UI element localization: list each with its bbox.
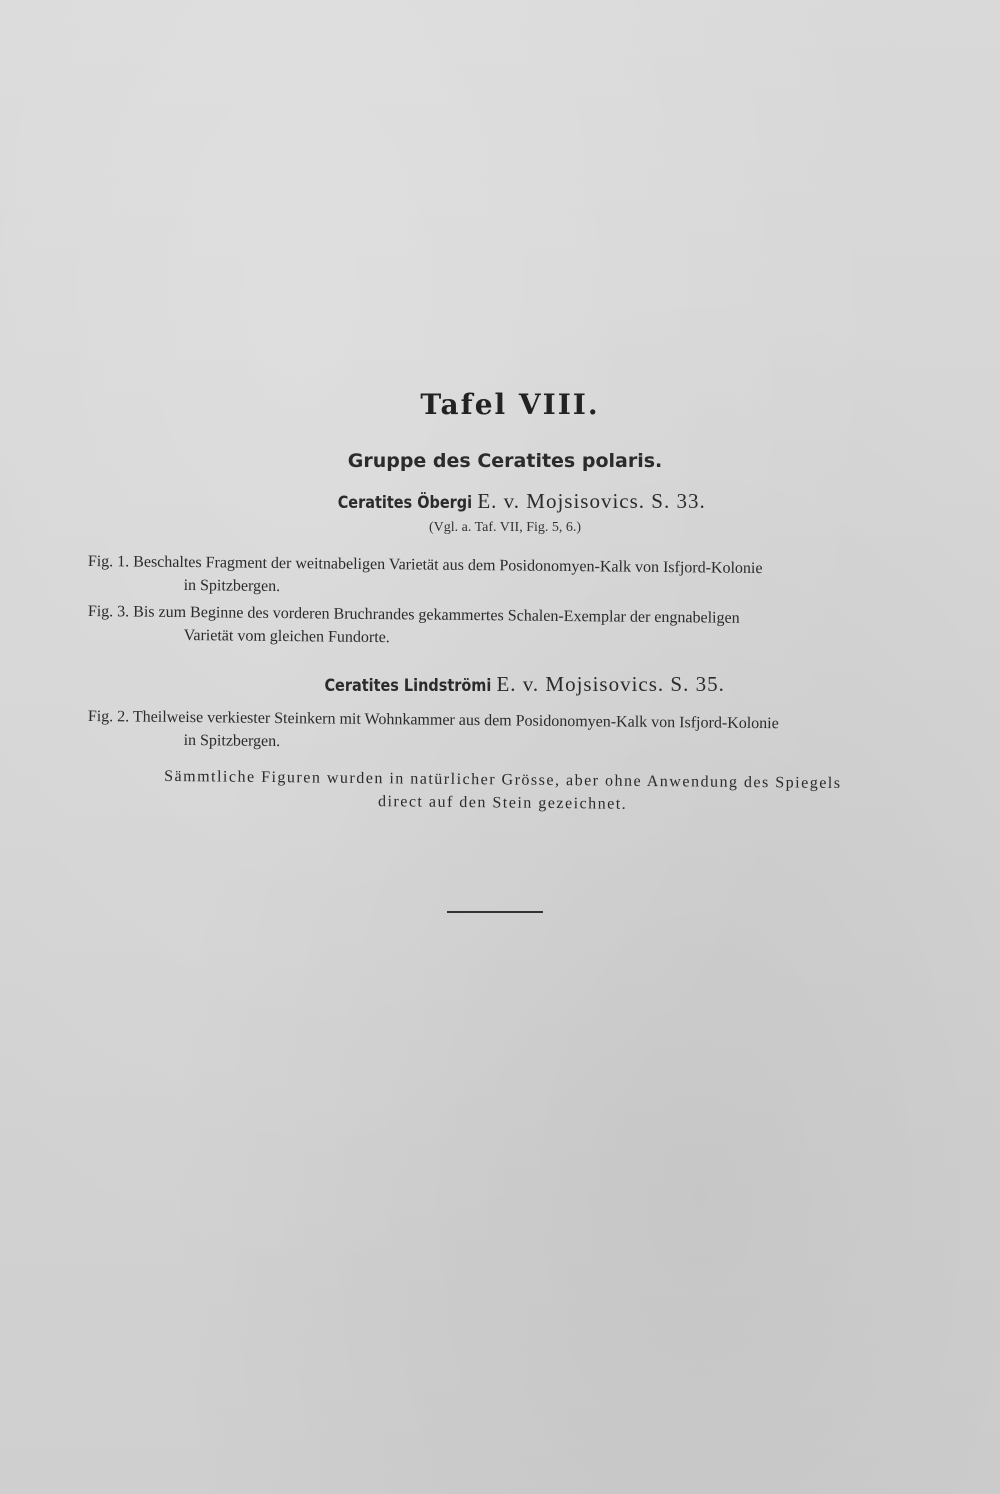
species-heading-lindstroemi [0, 672, 1000, 697]
species-name: Ceratites Öbergi [337, 493, 473, 513]
section-divider-rule [447, 911, 543, 913]
species-author: E. v. Mojsisovics. S. 33. [477, 489, 706, 513]
plate-title: Tafel VIII. [420, 388, 600, 421]
figure-caption-fig-2 [88, 705, 918, 760]
species-heading-oebergi [0, 489, 1000, 514]
group-title: Gruppe des Ceratites polaris. [347, 450, 663, 472]
figure-caption-fig-1 [88, 550, 918, 605]
figure-caption-line: in Spitzbergen. [183, 732, 281, 751]
closing-note-line: direct auf den Stein gezeichnet. [377, 793, 628, 813]
species-author: E. v. Mojsisovics. S. 35. [496, 672, 725, 696]
figure-caption-line: in Spitzbergen. [183, 577, 281, 596]
figure-caption-line: Varietät vom gleichen Fundorte. [183, 627, 390, 647]
closing-note [78, 764, 928, 819]
figure-caption-line: Fig. 2. Theilweise verkiester Steinkern mit Wohnkammer aus dem Posidonomyen-Kalk von Isfjord-Kolonie [87, 707, 779, 733]
closing-note-line: Sämmtliche Figuren wurden in natürlicher Grösse, aber ohne Anwendung des Spiegels [164, 767, 842, 792]
figure-caption-fig-3 [88, 600, 918, 655]
species-name: Ceratites Lindströmi [324, 676, 492, 696]
cross-reference-note: (Vgl. a. Taf. VII, Fig. 5, 6.) [428, 520, 582, 535]
figure-caption-line: Fig. 3. Bis zum Beginne des vorderen Bruchrandes gekammertes Schalen-Exemplar der engnabeligen [87, 602, 740, 627]
figure-caption-line: Fig. 1. Beschaltes Fragment der weitnabeligen Varietät aus dem Posidonomyen-Kalk von Isfjord-Kolonie [87, 552, 763, 578]
